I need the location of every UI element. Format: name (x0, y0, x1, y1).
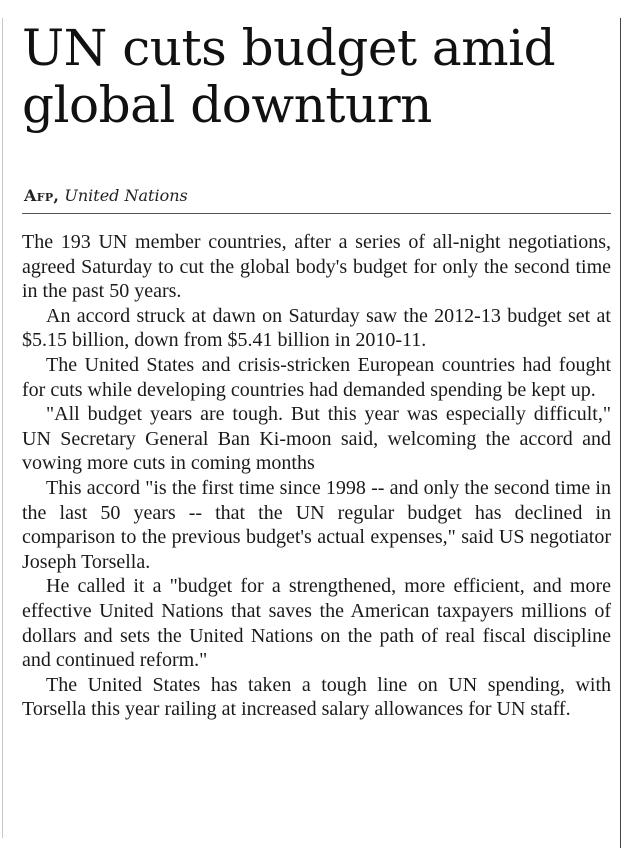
paragraph-4: "All budget years are tough. But this year was especially difficult," UN Secretary General Ban Ki-moon said, welcoming the accord and vowing more cuts in coming months (22, 403, 611, 475)
column-divider-right (620, 18, 621, 848)
paragraph-2: An accord struck at dawn on Saturday saw the 2012-13 budget set at $5.15 billion, down from $5.41 billion in 2010-11. (22, 304, 611, 352)
byline-location: United Nations (64, 186, 188, 205)
column-divider-left (2, 18, 3, 838)
paragraph-1: The 193 UN member countries, after a series of all-night negotiations, agreed Saturday to cut the global body's budget for only the second time in the past 50 years. (22, 231, 611, 303)
paragraph-6: He called it a "budget for a strengthened, more efficient, and more effective United Nations that saves the American taxpayers millions of dollars and sets the United Nations on the path of real fiscal discipline and continued reform." (22, 575, 611, 672)
byline-agency: Afp, (24, 186, 60, 205)
byline (24, 186, 188, 206)
paragraph-7: The United States has taken a tough line on UN spending, with Torsella this year railing at increased salary allowances for UN staff. (22, 673, 611, 721)
headline: UN cuts budget amid global downturn (22, 19, 556, 134)
byline-divider (22, 213, 611, 214)
paragraph-5: This accord "is the first time since 1998 -- and only the second time in the last 50 years -- that the UN regular budget has declined in comparison to the previous budget's actual expenses," said US negotiator Joseph Torsella. (22, 476, 611, 573)
article-body (22, 230, 611, 722)
paragraph-3: The United States and crisis-stricken European countries had fought for cuts while developing countries had demanded spending be kept up. (22, 353, 611, 401)
